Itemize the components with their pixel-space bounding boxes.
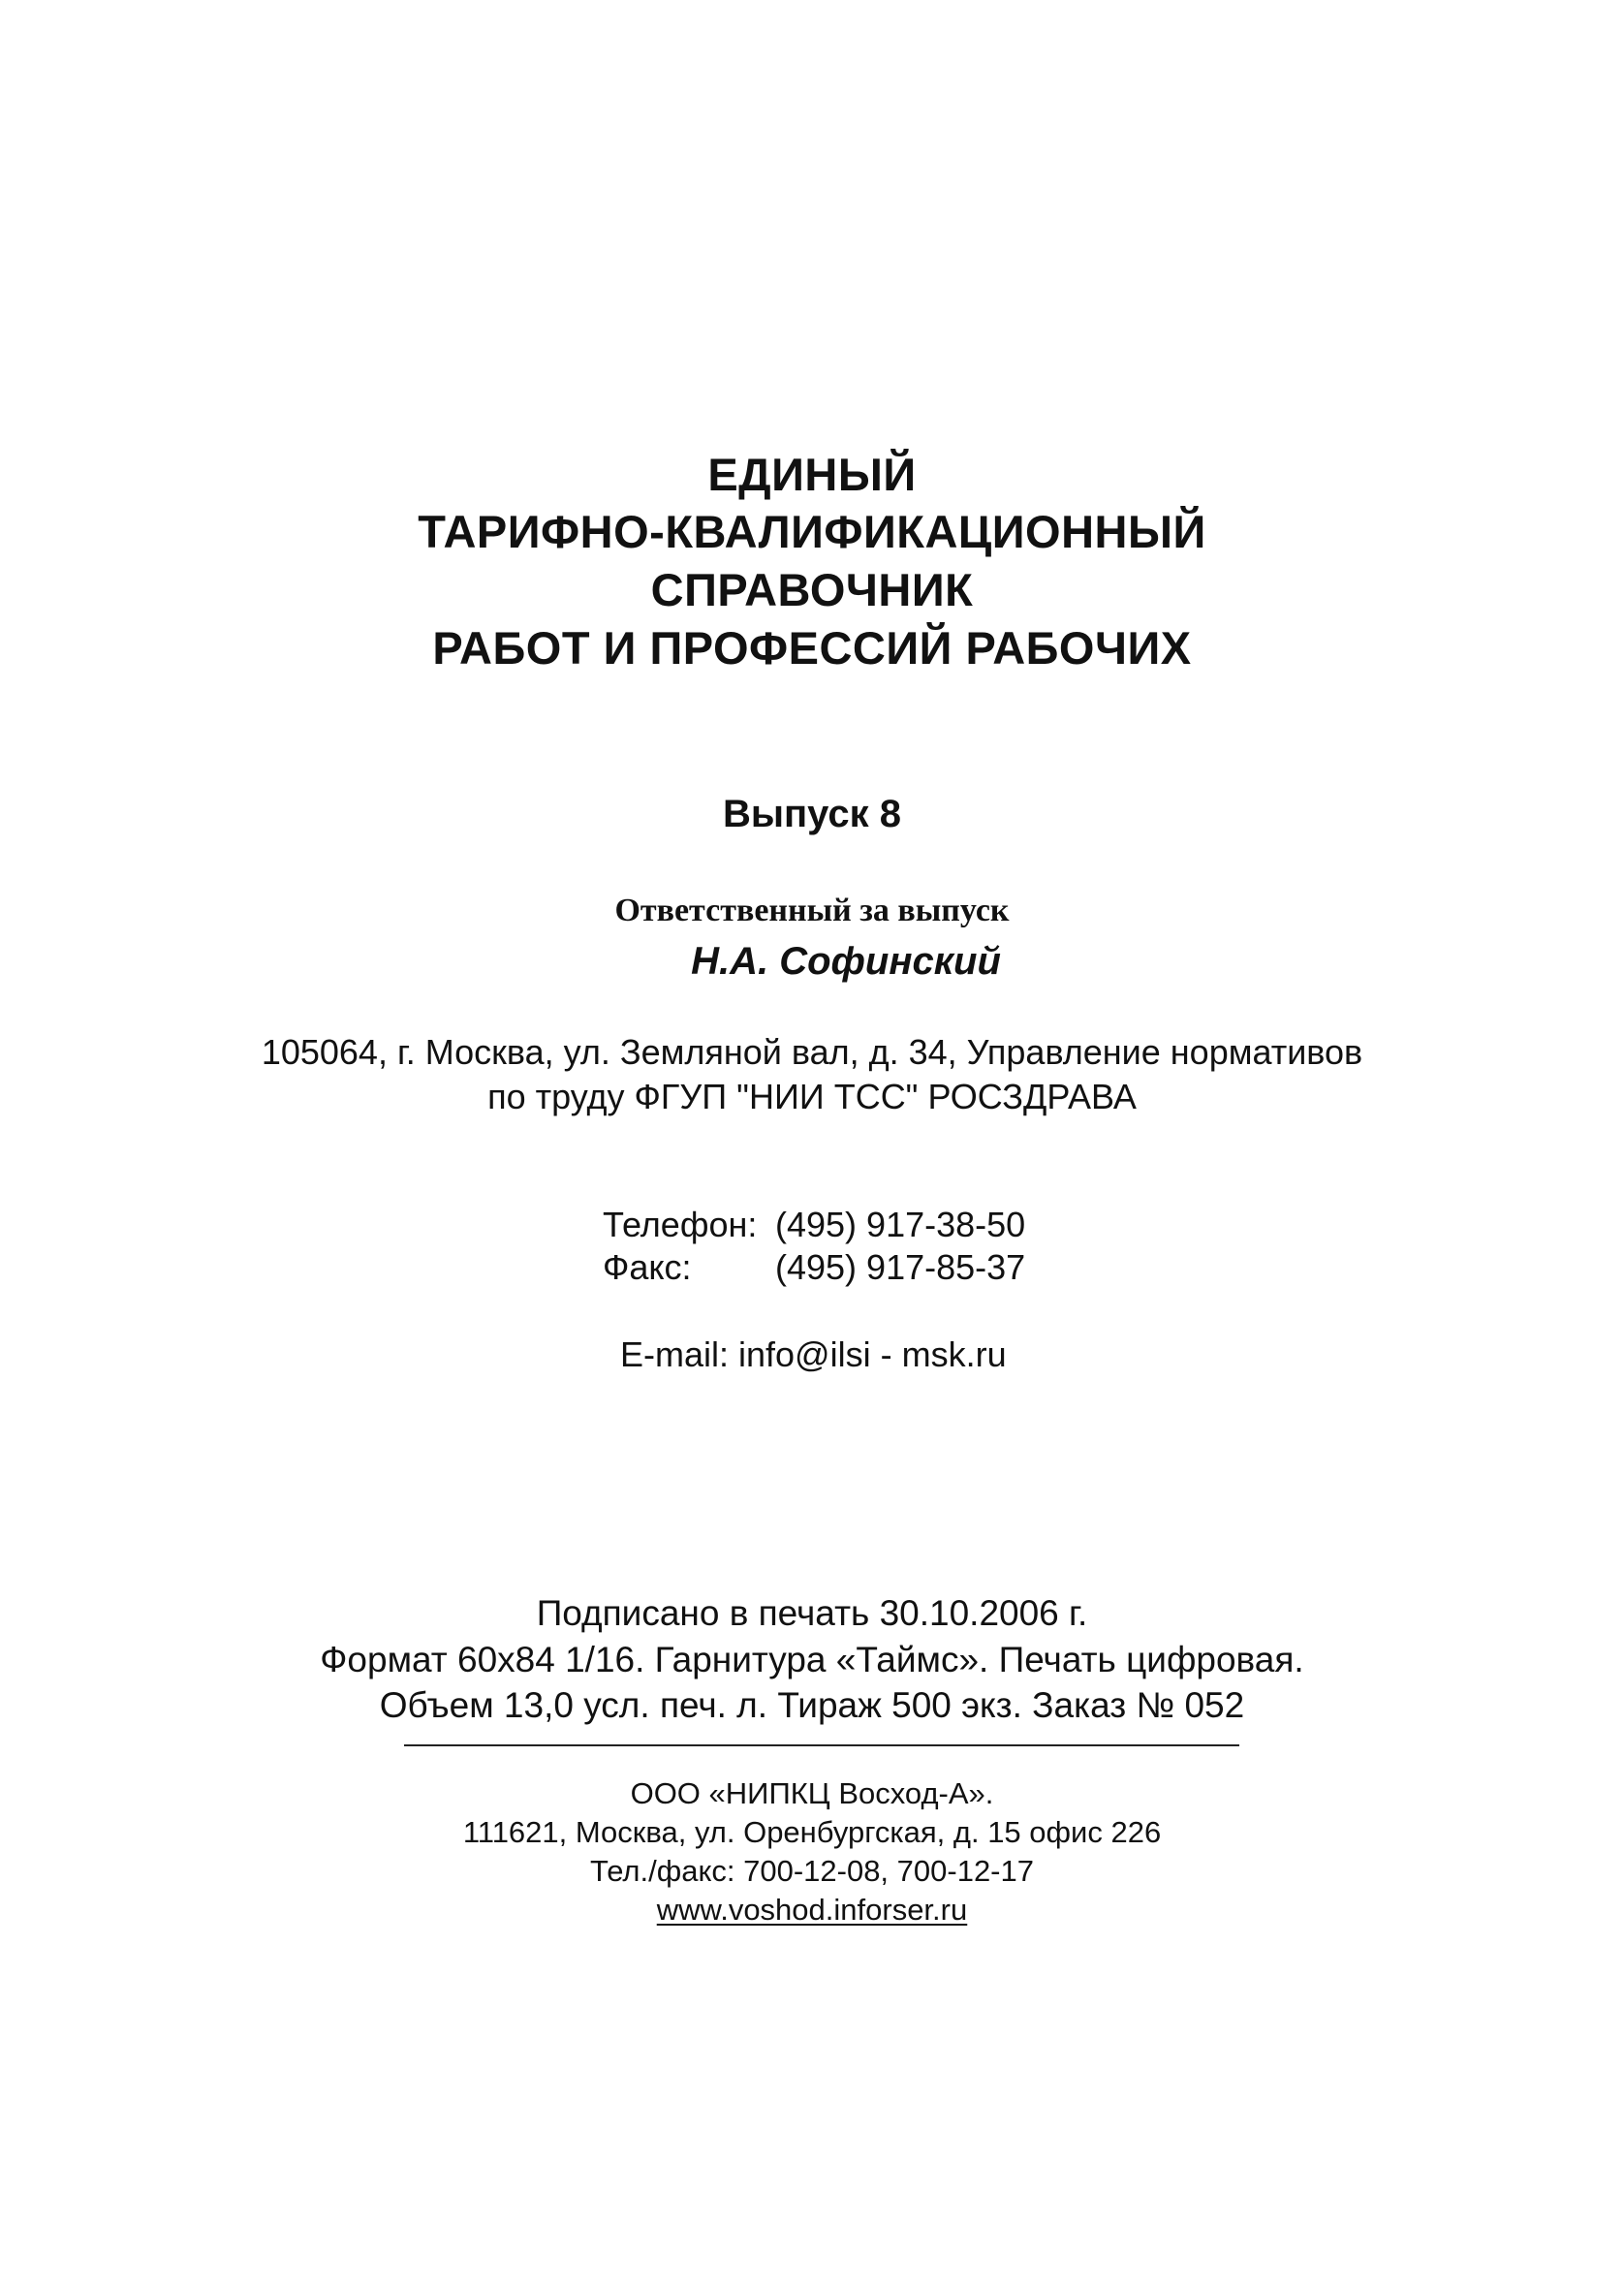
publisher-phone: Тел./факс: 700-12-08, 700-12-17 (590, 1854, 1034, 1888)
address-line-1: 105064, г. Москва, ул. Земляной вал, д. 34, Управление нормативов (261, 1032, 1363, 1072)
fax-value: (495) 917-85-37 (775, 1247, 1026, 1287)
publisher-name: ООО «НИПКЦ Восход-А». (630, 1776, 994, 1810)
publisher-website-row (0, 1891, 1624, 1929)
phone-value: (495) 917-38-50 (775, 1205, 1026, 1244)
publisher-website-link[interactable]: www.voshod.inforser.ru (656, 1893, 968, 1927)
imprint-line-2: Формат 60x84 1/16. Гарнитура «Таймс». Печать цифровая. (320, 1640, 1304, 1679)
email-line: E-mail: info@ilsi - msk.ru (620, 1334, 1007, 1374)
address-line-2: по труду ФГУП "НИИ ТСС" РОСЗДРАВА (487, 1077, 1137, 1116)
responsible-name: Н.А. Софинский (691, 940, 1001, 983)
title-line-4: РАБОТ И ПРОФЕССИЙ РАБОЧИХ (432, 622, 1192, 674)
title-line-1: ЕДИНЫЙ (707, 449, 917, 500)
imprint-line-3: Объем 13,0 усл. печ. л. Тираж 500 экз. Заказ № 052 (379, 1685, 1245, 1725)
publisher-address: 111621, Москва, ул. Оренбургская, д. 15 офис 226 (462, 1815, 1162, 1849)
divider-rule (404, 1744, 1239, 1746)
issue-number: Выпуск 8 (722, 793, 902, 835)
title-line-3: СПРАВОЧНИК (650, 564, 974, 615)
phone-label: Телефон: (603, 1205, 758, 1244)
title-line-2: ТАРИФНО-КВАЛИФИКАЦИОННЫЙ (418, 506, 1206, 557)
responsible-label: Ответственный за выпуск (614, 893, 1010, 928)
imprint-line-1: Подписано в печать 30.10.2006 г. (536, 1593, 1088, 1633)
fax-label: Факс: (603, 1247, 692, 1287)
